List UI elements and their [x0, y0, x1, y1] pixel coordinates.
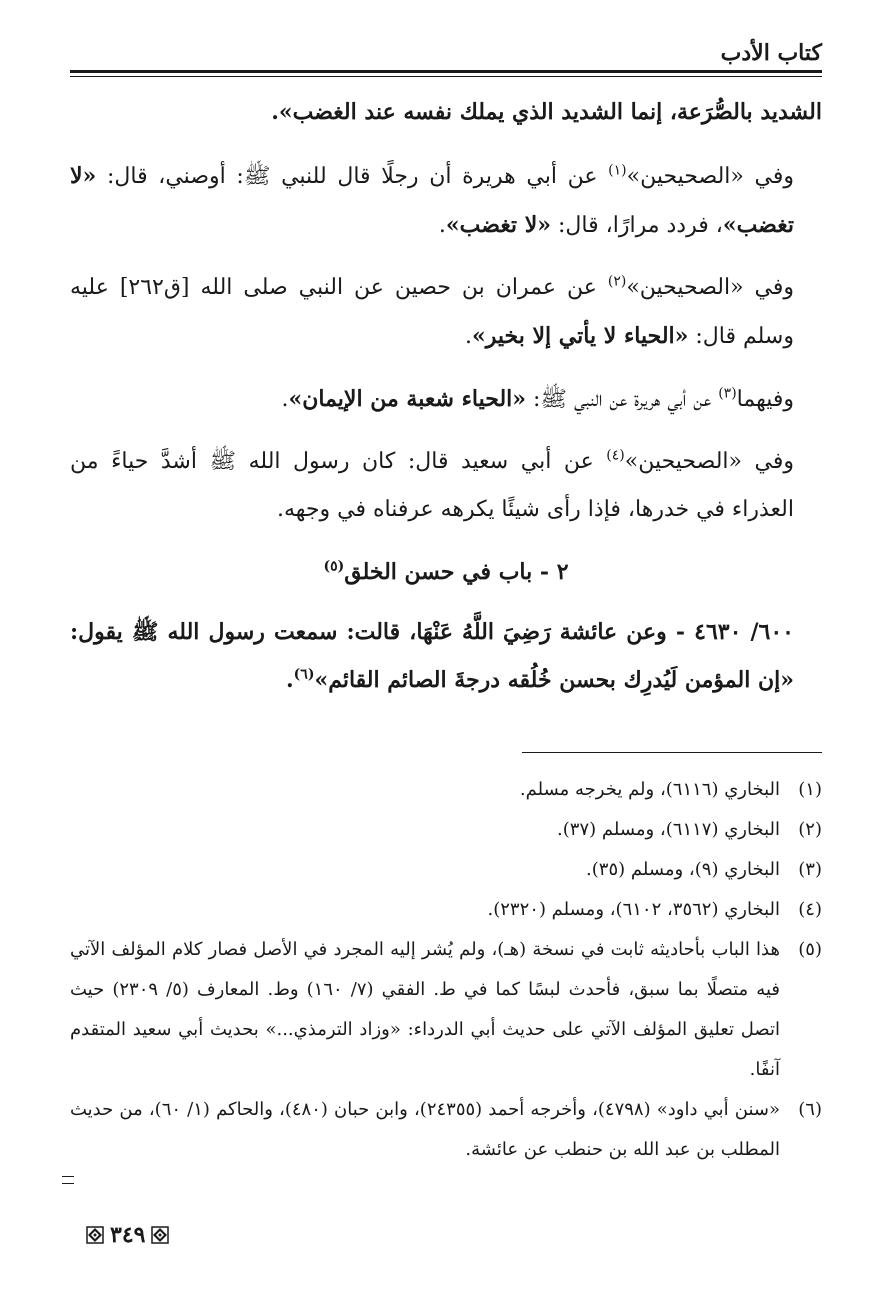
running-title: كتاب الأدب: [720, 40, 822, 66]
footnote-ref-3[interactable]: (٣): [718, 385, 737, 402]
header-rule-thin: [70, 76, 822, 77]
footnote-text: البخاري (٦١١٦)، ولم يخرجه مسلم.: [519, 779, 780, 800]
footnote-6: [70, 1090, 822, 1170]
section-heading: ٢ - باب في حسن الخلق$^{(٥)}$: [323, 558, 569, 585]
footnote-number: (٢): [798, 819, 822, 840]
footnote-4: [70, 890, 822, 930]
footnote-ref-4[interactable]: (٤): [606, 447, 625, 464]
footnote-number: (٤): [798, 899, 822, 920]
footnote-number: (٦): [798, 1099, 822, 1120]
hadith-text: «إن المؤمن لَيُدرِك بحسن خُلُقه درجةَ الصائم القائم»: [314, 667, 794, 693]
footnotes: [70, 770, 822, 1170]
footnote-text: «سنن أبي داود» (٤٧٩٨)، وأخرجه أحمد (٢٤٣٥٥)، وابن حبان (٤٨٠)، والحاكم (١/ ٦٠)، من حديث المطلب بن عبد الله بن حنطب عن عائشة.: [70, 1099, 780, 1160]
footnote-number: (١): [798, 779, 822, 800]
diamond-ornament-icon: [86, 1226, 104, 1244]
page-number: ٣٤٩: [110, 1222, 146, 1248]
paragraph-4: وفيهما$^{(٣)}$ عن أبي هريرة عن النبي ﷺ: «الحياء شعبة من الإيمان».: [281, 385, 794, 412]
diamond-ornament-icon: [151, 1226, 169, 1244]
footnote-ref-1[interactable]: (١): [608, 162, 627, 179]
footnote-text: البخاري (٦١١٧)، ومسلم (٣٧).: [557, 819, 780, 840]
hadith-paragraph: ٦٠٠/ ٤٦٣٠ - وعن عائشة رَضِيَ اللَّهُ عَنْهَا، قالت: سمعت رسول الله ﷺ يقول: «إن المؤمن لَيُدرِك بحسن خُلُقه درجةَ الصائم القائم»$^{(٦)}$.: [70, 619, 794, 693]
main-text: [70, 88, 822, 718]
footnote-1: [70, 770, 822, 810]
footnote-3: [70, 850, 822, 890]
footnote-number: (٥): [798, 939, 822, 960]
header-rule-thick: [70, 70, 822, 73]
footnote-number: (٣): [798, 859, 822, 880]
footnote-ref-6[interactable]: (٦): [293, 666, 315, 683]
footnote-text: البخاري (٣٥٦٢، ٦١٠٢)، ومسلم (٢٣٢٠).: [487, 899, 780, 920]
book-page: [70, 0, 822, 1290]
footnote-separator: [522, 752, 822, 753]
footnote-ref-2[interactable]: (٢): [607, 273, 627, 290]
page-folio: [86, 1222, 169, 1248]
paragraph-3: وفي «الصحيحين»$^{(٢)}$ عن عمران بن حصين عن النبي صلى الله [ق٢٦٢] عليه وسلم قال: «الحياء لا يأتي إلا بخير».: [70, 273, 795, 349]
paragraph-2: وفي «الصحيحين»$^{(١)}$ عن أبي هريرة أن رجلًا قال للنبي ﷺ: أوصني، قال: «لا تغضب»، فردد مرارًا، قال: «لا تغضب».: [70, 162, 794, 238]
margin-mark: [62, 1176, 74, 1184]
footnote-text: البخاري (٩)، ومسلم (٣٥).: [586, 859, 780, 880]
footnote-2: [70, 810, 822, 850]
paragraph-1: الشديد بالصُّرَعة، إنما الشديد الذي يملك نفسه عند الغضب».: [271, 99, 822, 125]
footnote-5: [70, 930, 822, 1090]
footnote-text: هذا الباب بأحاديثه ثابت في نسخة (هـ)، ولم يُشر إليه المجرد في الأصل فصار كلام المؤلف الآتي فيه متصلًا بما سبق، فأحدث لبسًا كما في ط. الفقي (٧/ ١٦٠) وط. المعارف (٥/ ٢٣٠٩) حيث اتصل تعليق المؤلف الآتي على حديث أبي الدرداء: «وزاد الترمذي...» بحديث أبي سعيد المتقدم آنفًا.: [70, 939, 780, 1080]
footnote-ref-5[interactable]: (٥): [323, 558, 345, 575]
paragraph-5: وفي «الصحيحين»$^{(٤)}$ عن أبي سعيد قال: كان رسول الله ﷺ أشدَّ حياءً من العذراء في خدرها، فإذا رأى شيئًا يكرهه عرفناه في وجهه.: [70, 447, 794, 522]
hadith-number: ٦٠٠/ ٤٦٣٠: [694, 619, 794, 645]
